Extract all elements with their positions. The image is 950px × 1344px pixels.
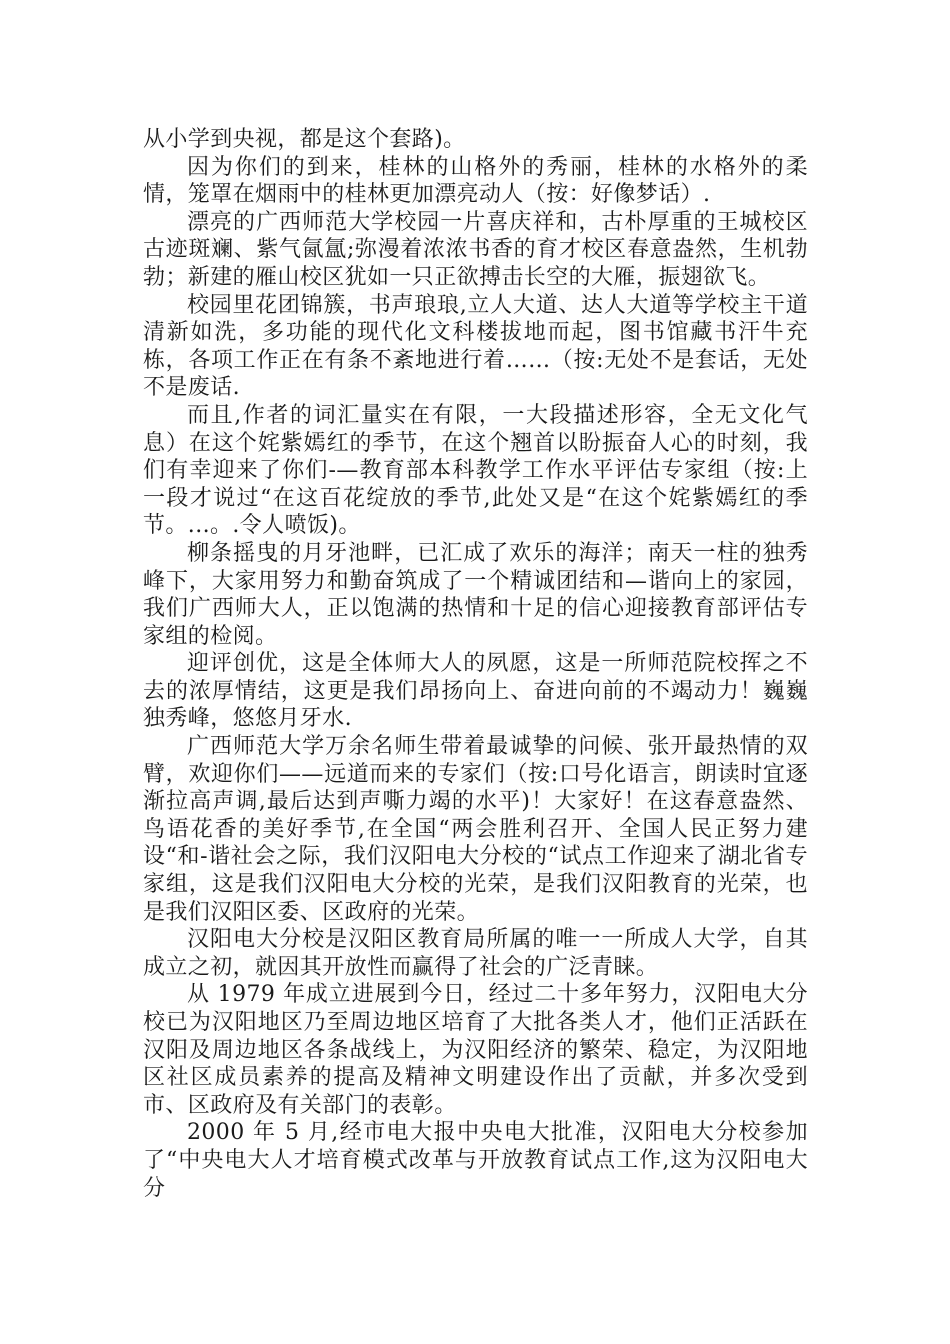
paragraph-1: 从小学到央视，都是这个套路)。: [143, 127, 466, 152]
paragraph-7: 迎评创优，这是全体师大人的夙愿，这是一所师范院校挥之不去的浓厚情结，这更是我们昂扬向上、奋进向前的不竭动力！巍巍独秀峰，悠悠月牙水.: [143, 651, 808, 732]
paragraph-2: 因为你们的到来，桂林的山格外的秀丽，桂林的水格外的柔情，笼罩在烟雨中的桂林更加漂亮动人（按：好像梦话）.: [143, 154, 808, 208]
paragraph-3: 漂亮的广西师范大学校园一片喜庆祥和，古朴厚重的王城校区古迹斑斓、紫气氤氲;弥漫着浓浓书香的育才校区春意盎然，生机勃勃；新建的雁山校区犹如一只正欲搏击长空的大雁，振翅欲飞。: [143, 209, 808, 290]
paragraph-11: 2000 年 5 月,经市电大报中央电大批准，汉阳电大分校参加了“中央电大人才培育模式改革与开放教育试点工作,这为汉阳电大分: [143, 1120, 808, 1201]
paragraph-10: 从 1979 年成立进展到今日，经过二十多年努力，汉阳电大分校已为汉阳地区乃至周边地区培育了大批各类人才，他们正活跃在汉阳及周边地区各条战线上，为汉阳经济的繁荣、稳定，为汉阳地区社区成员素养的提高及精神文明建设作出了贡献，并多次受到市、区政府及有关部门的表彰。: [143, 982, 808, 1118]
paragraph-8: 广西师范大学万余名师生带着最诚挚的问候、张开最热情的双臂，欢迎你们——远道而来的专家们（按:口号化语言，朗读时宜逐渐拉高声调,最后达到声嘶力竭的水平)！大家好！在这春意盎然、鸟语花香的美好季节,在全国“两会胜利召开、全国人民正努力建设“和-谐社会之际，我们汉阳电大分校的“试点工作迎来了湖北省专家组，这是我们汉阳电大分校的光荣，是我们汉阳教育的光荣，也是我们汉阳区委、区政府的光荣。: [143, 734, 808, 925]
document-page: [143, 126, 808, 1202]
paragraph-6: 柳条摇曳的月牙池畔，已汇成了欢乐的海洋；南天一柱的独秀峰下，大家用努力和勤奋筑成了一个精诚团结和—谐向上的家园，我们广西师大人，正以饱满的热情和十足的信心迎接教育部评估专家组的检阅。: [143, 540, 808, 649]
paragraph-9: 汉阳电大分校是汉阳区教育局所属的唯一一所成人大学，自其成立之初，就因其开放性而赢得了社会的广泛青睐。: [143, 927, 808, 980]
paragraph-4: 校园里花团锦簇，书声琅琅,立人大道、达人大道等学校主干道清新如洗，多功能的现代化文科楼拔地而起，图书馆藏书汗牛充栋，各项工作正在有条不紊地进行着……（按:无处不是套话，无处不是废话.: [143, 292, 808, 401]
paragraph-5: 而且,作者的词汇量实在有限，一大段描述形容，全无文化气息）在这个姹紫嫣红的季节，在这个翘首以盼振奋人心的时刻，我们有幸迎来了你们-—教育部本科教学工作水平评估专家组（按:上一段才说过“在这百花绽放的季节,此处又是“在这个姹紫嫣红的季节。...。.令人喷饭)。: [143, 402, 808, 539]
